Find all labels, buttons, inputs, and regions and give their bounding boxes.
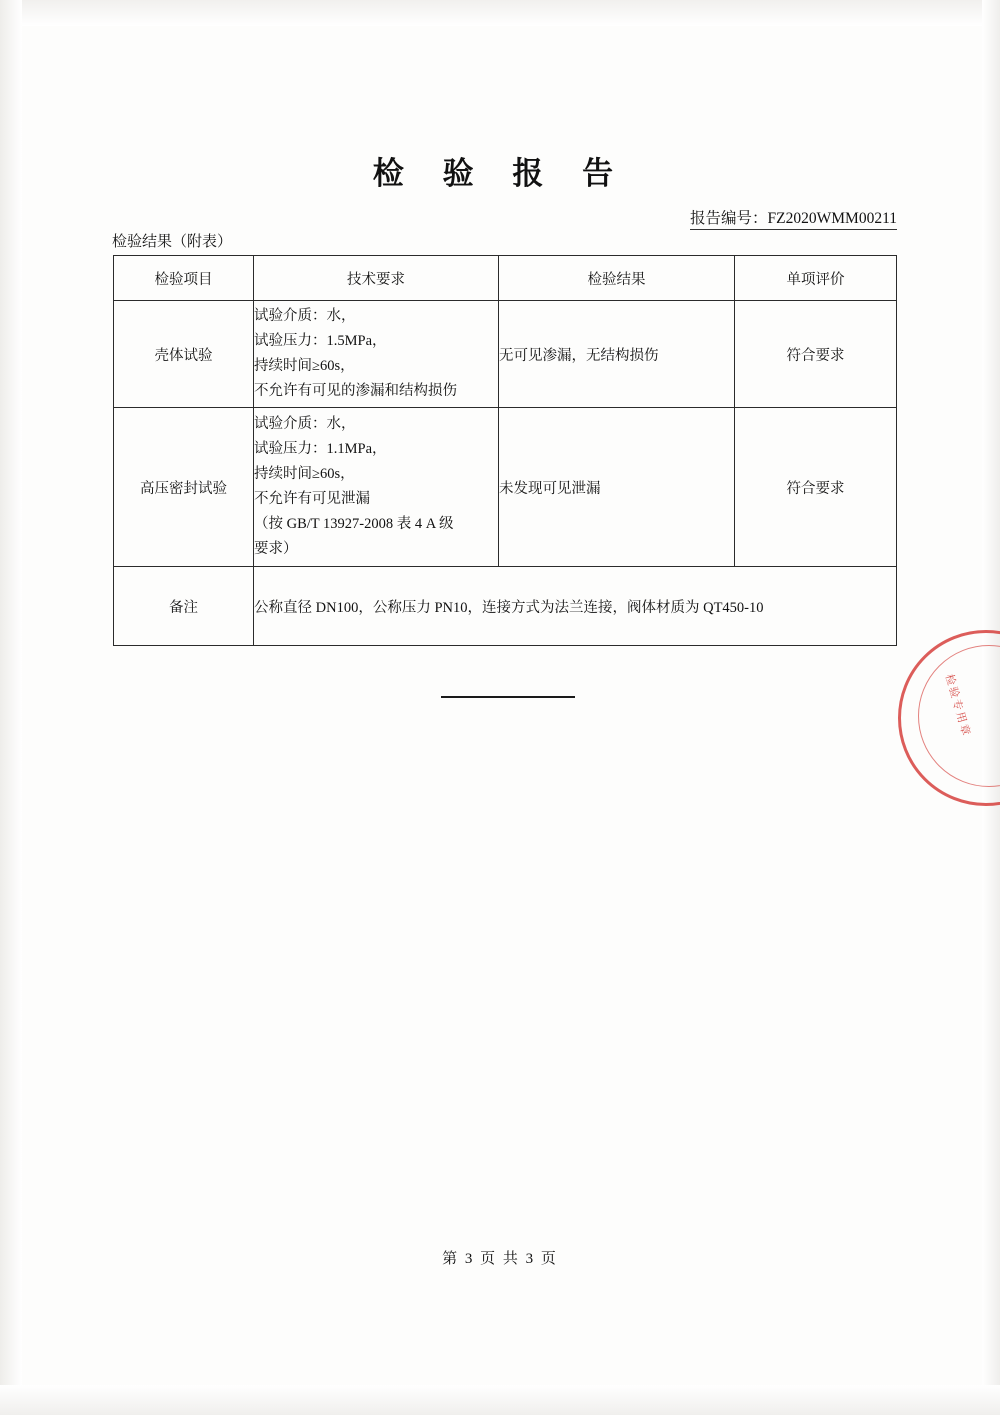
row-evaluation-shell-test: 符合要求 xyxy=(735,301,897,408)
scan-edge-left xyxy=(0,0,22,1415)
header-result: 检验结果 xyxy=(499,256,735,301)
requirement-line: 不允许有可见泄漏 xyxy=(254,491,370,507)
table-header-row xyxy=(114,256,897,301)
row-item-shell-test: 壳体试验 xyxy=(114,301,254,408)
row-requirements-shell-test xyxy=(254,301,499,408)
requirement-line: 不允许有可见的渗漏和结构损伤 xyxy=(254,383,457,399)
row-evaluation-high-pressure-seal-test: 符合要求 xyxy=(735,408,897,567)
report-number xyxy=(690,206,897,230)
inspection-results-table xyxy=(113,255,897,646)
header-requirement: 技术要求 xyxy=(254,256,499,301)
note-label: 备注 xyxy=(114,567,254,646)
header-item: 检验项目 xyxy=(114,256,254,301)
header-evaluation: 单项评价 xyxy=(735,256,897,301)
red-seal-stamp-text: 检验专用章 xyxy=(942,672,974,739)
row-item-high-pressure-seal-test: 高压密封试验 xyxy=(114,408,254,567)
results-caption: 检验结果（附表） xyxy=(112,234,233,250)
report-number-label: 报告编号： xyxy=(690,209,768,227)
row-requirements-high-pressure-seal-test xyxy=(254,408,499,567)
table-row-note xyxy=(114,567,897,646)
row-result-high-pressure-seal-test: 未发现可见泄漏 xyxy=(499,408,735,567)
requirement-line: 试验压力：1.5MPa， xyxy=(254,333,387,349)
requirement-line: 试验介质：水， xyxy=(254,308,356,324)
scan-edge-bottom xyxy=(0,1385,1000,1415)
page-title: 检 验 报 告 xyxy=(372,156,628,192)
requirement-line: （按 GB/T 13927-2008 表 4 A 级 xyxy=(254,516,454,532)
table-row xyxy=(114,408,897,567)
table-row xyxy=(114,301,897,408)
note-value: 公称直径 DN100，公称压力 PN10，连接方式为法兰连接，阀体材质为 QT450-10 xyxy=(254,567,897,646)
end-of-report-rule xyxy=(441,696,575,698)
report-number-value: FZ2020WMM00211 xyxy=(767,210,897,227)
requirement-line: 要求） xyxy=(254,541,298,557)
row-result-shell-test: 无可见渗漏，无结构损伤 xyxy=(499,301,735,408)
page-footer: 第 3 页 共 3 页 xyxy=(442,1251,558,1267)
requirement-line: 试验压力：1.1MPa， xyxy=(254,441,387,457)
requirement-line: 试验介质：水， xyxy=(254,416,356,432)
scan-edge-top xyxy=(0,0,1000,26)
requirement-line: 持续时间≥60s， xyxy=(254,358,355,374)
requirement-line: 持续时间≥60s， xyxy=(254,466,355,482)
